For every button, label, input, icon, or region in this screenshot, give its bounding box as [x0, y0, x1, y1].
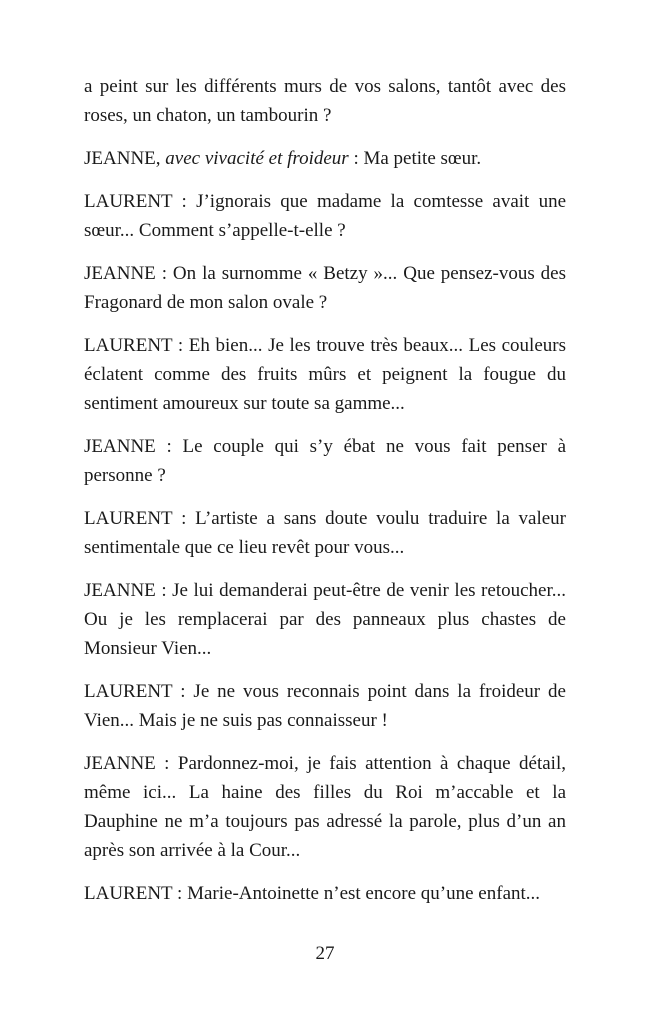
- page-number: 27: [315, 943, 335, 964]
- page-body: [84, 72, 566, 922]
- paragraph-continuation: a peint sur les différents murs de vos salons, tantôt avec des roses, un chaton, un tambourin ?: [84, 76, 566, 126]
- speaker-name: JEANNE,: [84, 148, 161, 169]
- paragraph-laurent-4: LAURENT : Je ne vous reconnais point dans la froideur de Vien... Mais je ne suis pas connaisseur !: [84, 681, 566, 731]
- paragraph-jeanne-2: JEANNE : On la surnomme « Betzy »... Que pensez-vous des Fragonard de mon salon ovale ?: [84, 263, 566, 313]
- paragraph-jeanne-1: [84, 144, 566, 173]
- paragraph-jeanne-3: JEANNE : Le couple qui s’y ébat ne vous fait penser à personne ?: [84, 436, 566, 486]
- paragraph-laurent-1: LAURENT : J’ignorais que madame la comtesse avait une sœur... Comment s’appelle-t-elle ?: [84, 191, 566, 241]
- dialogue-text: : Ma petite sœur.: [348, 148, 482, 169]
- paragraph-laurent-3: LAURENT : L’artiste a sans doute voulu traduire la valeur sentimentale que ce lieu revêt pour vous...: [84, 508, 566, 558]
- stage-direction: avec vivacité et froideur: [165, 148, 349, 169]
- paragraph-jeanne-5: JEANNE : Pardonnez-moi, je fais attention à chaque détail, même ici... La haine des filles du Roi m’accable et la Dauphine ne m’a toujours pas adressé la parole, plus d’un an après son arrivée à la Cour...: [84, 753, 566, 861]
- paragraph-jeanne-4: JEANNE : Je lui demanderai peut-être de venir les retoucher... Ou je les remplacerai par des panneaux plus chastes de Monsieur Vien...: [84, 580, 566, 659]
- paragraph-laurent-5: LAURENT : Marie-Antoinette n’est encore qu’une enfant...: [84, 883, 541, 904]
- paragraph-laurent-2: LAURENT : Eh bien... Je les trouve très beaux... Les couleurs éclatent comme des fruits mûrs et peignent la fougue du sentiment amoureux sur toute sa gamme...: [84, 335, 566, 414]
